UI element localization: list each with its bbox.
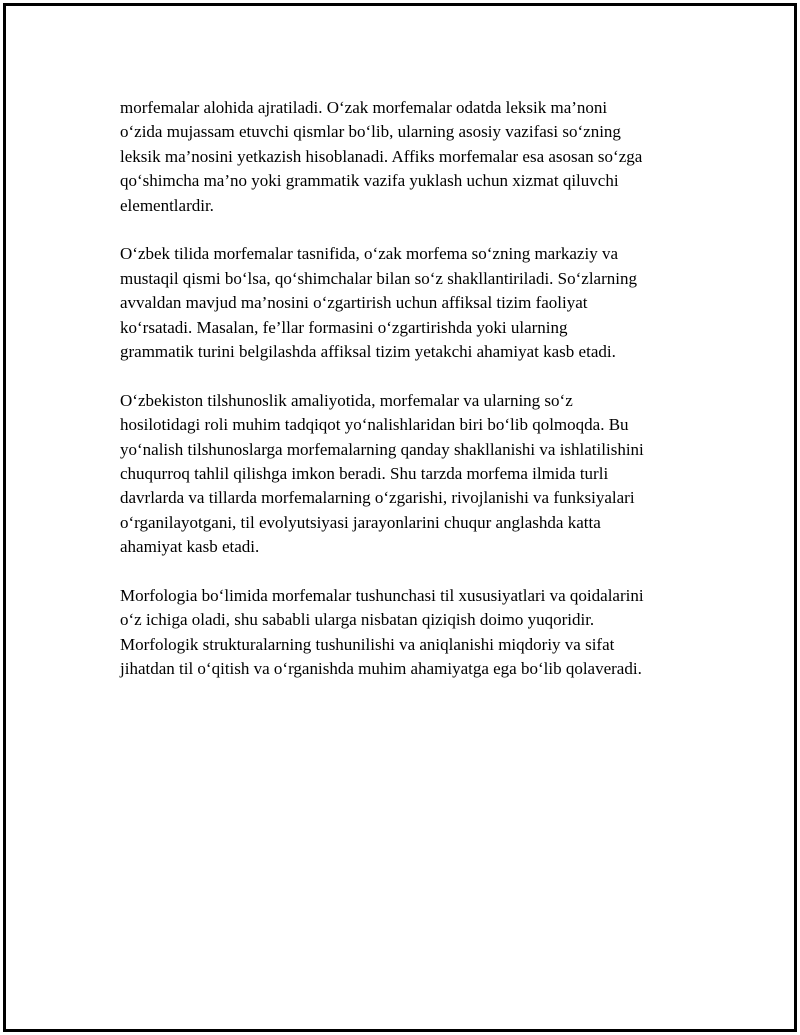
text-line: grammatik turini belgilashda affiksal tizim yetakchi ahamiyat kasb etadi. bbox=[120, 342, 616, 362]
text-line: avvaldan mavjud ma’nosini o‘zgartirish uchun affiksal tizim faoliyat bbox=[120, 293, 588, 313]
paragraph-2 bbox=[120, 242, 705, 364]
text-line: qo‘shimcha ma’no yoki grammatik vazifa yuklash uchun xizmat qiluvchi bbox=[120, 171, 619, 191]
text-line: yo‘nalish tilshunoslarga morfemalarning qanday shakllanishi va ishlatilishini bbox=[120, 439, 644, 459]
text-line: elementlardir. bbox=[120, 195, 214, 215]
document-body bbox=[120, 96, 705, 706]
page-border bbox=[3, 3, 797, 1032]
text-line: hosilotidagi roli muhim tadqiqot yo‘nalishlaridan biri bo‘lib qolmoqda. Bu bbox=[120, 415, 629, 435]
text-line: Morfologik strukturalarning tushunilishi va aniqlanishi miqdoriy va sifat bbox=[120, 634, 615, 654]
text-line: O‘zbekiston tilshunoslik amaliyotida, morfemalar va ularning so‘z bbox=[120, 390, 573, 410]
text-line: davrlarda va tillarda morfemalarning o‘zgarishi, rivojlanishi va funksiyalari bbox=[120, 488, 635, 508]
paragraph-1 bbox=[120, 96, 705, 218]
text-line: O‘zbek tilida morfemalar tasnifida, o‘zak morfema so‘zning markaziy va bbox=[120, 244, 618, 264]
text-line: jihatdan til o‘qitish va o‘rganishda muhim ahamiyatga ega bo‘lib qolaveradi. bbox=[120, 659, 642, 679]
text-line: o‘zida mujassam etuvchi qismlar bo‘lib, ularning asosiy vazifasi so‘zning bbox=[120, 122, 621, 142]
text-line: Morfologia bo‘limida morfemalar tushunchasi til xususiyatlari va qoidalarini bbox=[120, 586, 644, 606]
text-line: o‘z ichiga oladi, shu sababli ularga nisbatan qiziqish doimo yuqoridir. bbox=[120, 610, 595, 630]
text-line: chuqurroq tahlil qilishga imkon beradi. Shu tarzda morfema ilmida turli bbox=[120, 464, 609, 484]
text-line: leksik ma’nosini yetkazish hisoblanadi. Affiks morfemalar esa asosan so‘zga bbox=[120, 146, 643, 166]
paragraph-3 bbox=[120, 389, 705, 560]
text-line: mustaqil qismi bo‘lsa, qo‘shimchalar bilan so‘z shakllantiriladi. So‘zlarning bbox=[120, 268, 637, 288]
text-line: ko‘rsatadi. Masalan, fe’llar formasini o‘zgartirishda yoki ularning bbox=[120, 317, 568, 337]
text-line: morfemalar alohida ajratiladi. O‘zak morfemalar odatda leksik ma’noni bbox=[120, 98, 608, 117]
text-line: o‘rganilayotgani, til evolyutsiyasi jarayonlarini chuqur anglashda katta bbox=[120, 512, 601, 532]
text-line: ahamiyat kasb etadi. bbox=[120, 537, 260, 557]
paragraph-4 bbox=[120, 584, 705, 682]
